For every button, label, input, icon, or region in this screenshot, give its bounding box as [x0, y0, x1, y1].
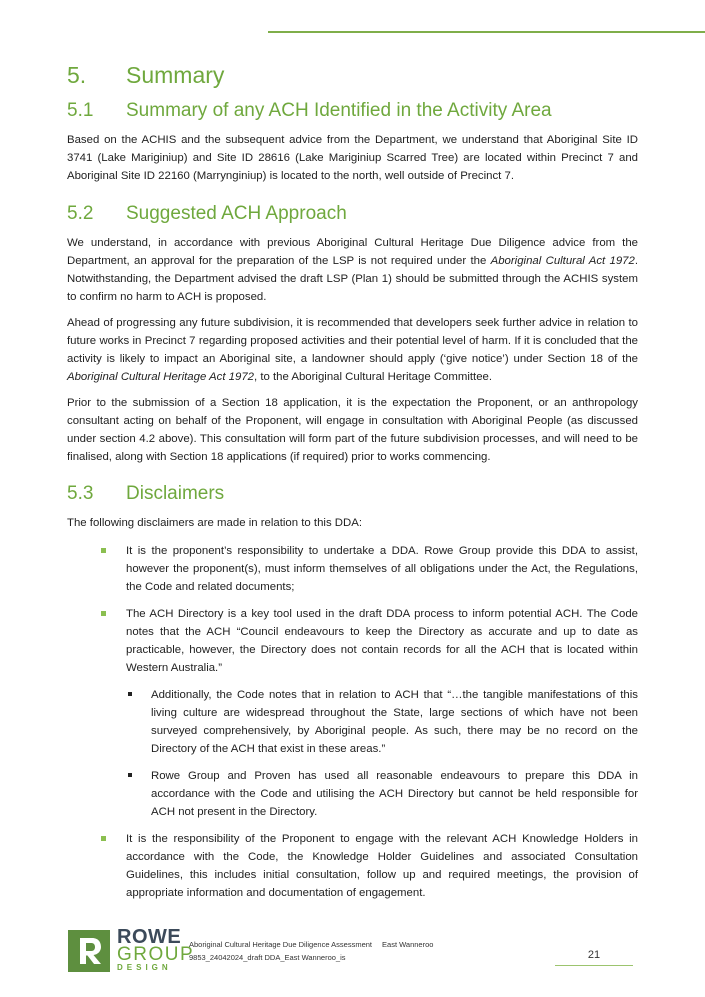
sub-list-item [126, 686, 638, 758]
page-content [67, 60, 638, 911]
list-item-text: It is the responsibility of the Proponent to engage with the relevant ACH Knowledge Holders in accordance with the Code, the Knowledge Holder Guidelines and associated Consultation Guidelines, this includes initial consultation, follow up and required meetings, the provision of appropriate information and documentation of engagement. [126, 833, 638, 899]
subsection-title: Suggested ACH Approach [126, 203, 347, 224]
text-run: . Notwithstanding, the Department advised the draft LSP (Plan 1) should be submitted through the ACHIS system to confirm no harm to ACH is proposed. [67, 255, 639, 303]
sub-list-item [126, 767, 638, 821]
file-reference: 9853_24042024_draft DDA_East Wanneroo_is [189, 953, 346, 962]
paragraph-5-2-1 [67, 234, 638, 306]
list-item [67, 542, 638, 596]
disclaimers-intro: The following disclaimers are made in relation to this DDA: [67, 517, 363, 529]
paragraph-5-2-2 [67, 314, 638, 386]
header-rule [268, 31, 705, 33]
subsection-number: 5.1 [67, 100, 94, 121]
subsection-heading-5-1 [67, 98, 638, 124]
document-title: Aboriginal Cultural Heritage Due Diligence Assessment [189, 940, 373, 949]
section-title: Summary [126, 62, 225, 88]
logo-wordmark-rowe: ROWE [117, 926, 182, 948]
square-bullet-icon [101, 548, 106, 553]
small-square-bullet-icon [128, 773, 132, 777]
paragraph-5-1: Based on the ACHIS and the subsequent advice from the Department, we understand that Aboriginal Site ID 3741 (Lake Mariginiup) and Site ID 28616 (Lake Mariginiup Scarred Tree) are located within Precinct 7 and Aboriginal Site ID 22160 (Marrynginiup) is located to the north, well outside of Precinct 7. [67, 134, 638, 182]
page-number: 21 [587, 949, 601, 961]
list-item [67, 605, 638, 821]
subsection-number: 5.2 [67, 203, 94, 224]
list-item-text: Additionally, the Code notes that in relation to ACH that “…the tangible manifestations of this living culture are widespread throughout the State, large sections of which have not been surveyed comprehensively, by Aboriginal people. As such, there may be no record on the Directory of the ACH that exist in these areas.” [151, 689, 638, 755]
subsection-title: Disclaimers [126, 483, 225, 504]
list-item-text: The ACH Directory is a key tool used in the draft DDA process to inform potential ACH. The Code notes that the ACH “Council endeavours to keep the Directory as accurate and up to date as practicable, however, the Directory does not contain records for all the ACH that is located within Western Australia.” [126, 608, 638, 674]
text-run: We understand, in accordance with previous Aboriginal Cultural Heritage Due Diligence advice from the Department, an approval for the preparation of the LSP is not required under the [67, 237, 638, 267]
page-number-rule [555, 965, 633, 966]
square-bullet-icon [101, 611, 106, 616]
subsection-title: Summary of any ACH Identified in the Activity Area [126, 100, 552, 121]
disclaimer-list [67, 542, 638, 902]
list-item-text: Rowe Group and Proven has used all reasonable endeavours to prepare this DDA in accordance with the Code and utilising the ACH Directory but cannot be held responsible for ACH not present in the Directory. [151, 770, 638, 818]
section-heading [67, 60, 638, 90]
section-number: 5. [67, 62, 87, 88]
subsection-heading-5-2 [67, 201, 638, 227]
logo-wordmark-group: GROUP [117, 944, 195, 965]
paragraph-5-2-3: Prior to the submission of a Section 18 application, it is the expectation the Proponent, or an anthropology consultant acting on behalf of the Proponent, will engage in consultation with Aboriginal People (as discussed under section 4.2 above). This consultation will form part of the future subdivision processes, and will need to be finalised, along with Section 18 applications (if required) prior to works commencing. [67, 397, 638, 463]
text-run: Ahead of progressing any future subdivision, it is recommended that developers seek further advice in relation to future works in Precinct 7 regarding proposed activities and their potential level of harm. If it is concluded that the activity is likely to impact an Aboriginal site, a landowner should apply (‘give notice’) under Section 18 of the [67, 317, 638, 365]
subsection-number: 5.3 [67, 483, 94, 504]
small-square-bullet-icon [128, 692, 132, 696]
list-item [67, 830, 638, 902]
act-name-italic: Aboriginal Cultural Act 1972 [490, 255, 635, 267]
act-name-italic: Aboriginal Cultural Heritage Act 1972 [67, 371, 254, 383]
subsection-heading-5-3 [67, 481, 638, 507]
logo-r-icon [68, 930, 110, 972]
text-run: , to the Aboriginal Cultural Heritage Committee. [254, 371, 493, 383]
square-bullet-icon [101, 836, 106, 841]
rowe-group-logo [68, 926, 195, 972]
footer-info [189, 938, 433, 964]
project-location: East Wanneroo [382, 940, 434, 949]
logo-wordmark-design: DESIGN [117, 963, 172, 972]
sub-list [126, 686, 638, 821]
list-item-text: It is the proponent’s responsibility to undertake a DDA. Rowe Group provide this DDA to assist, however the proponent(s), must inform themselves of all obligations under the Act, the Regulations, the Code and related documents; [126, 545, 638, 593]
